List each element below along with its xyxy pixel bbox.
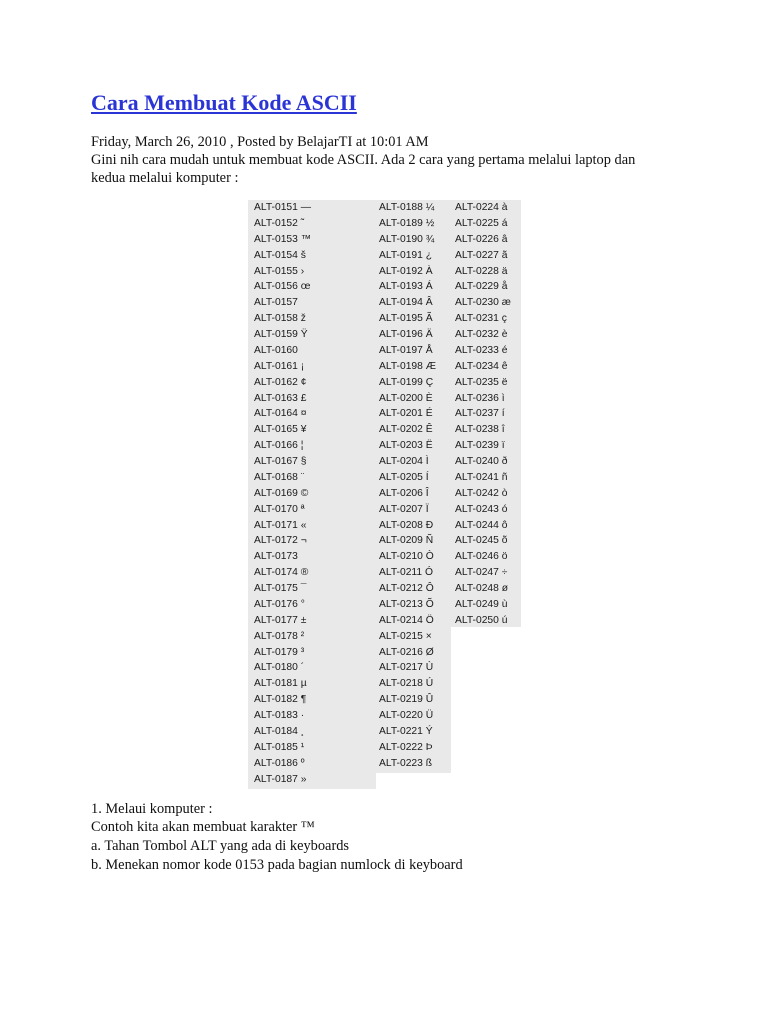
alt-code-entry: ALT-0218 Ú: [379, 678, 434, 690]
alt-code-entry: ALT-0215 ×: [379, 630, 432, 642]
alt-code-entry: ALT-0220 Ü: [379, 710, 434, 721]
alt-code-entry: ALT-0194 Â: [379, 297, 433, 309]
alt-code-entry: ALT-0230 æ: [455, 297, 511, 309]
ascii-table-column-1: [248, 200, 376, 789]
alt-code-entry: ALT-0181 µ: [254, 678, 307, 690]
alt-code-entry: ALT-0202 Ê: [379, 424, 433, 436]
alt-code-entry: ALT-0204 Ì: [379, 456, 429, 467]
alt-code-entry: ALT-0155 ›: [254, 265, 305, 277]
alt-code-entry: ALT-0176 °: [254, 598, 305, 610]
alt-code-entry: ALT-0187 »: [254, 773, 307, 785]
alt-code-entry: ALT-0183 ·: [254, 710, 305, 721]
alt-code-entry: ALT-0239 ï: [455, 440, 505, 452]
alt-code-entry: ALT-0182 ¶: [254, 694, 307, 706]
step-b: b. Menekan nomor kode 0153 pada bagian numlock di keyboard: [91, 857, 463, 873]
alt-code-entry: ALT-0158 ž: [254, 313, 306, 325]
alt-code-entry: ALT-0221 Ý: [379, 725, 433, 737]
alt-code-entry: ALT-0191 ¿: [379, 249, 433, 261]
alt-code-entry: ALT-0219 Û: [379, 694, 434, 706]
alt-code-entry: ALT-0240 ð: [455, 456, 508, 467]
alt-code-entry: ALT-0179 ³: [254, 646, 305, 658]
ascii-table-column-3: [451, 200, 521, 627]
alt-code-entry: ALT-0177 ±: [254, 614, 307, 626]
alt-code-entry: ALT-0224 à: [455, 202, 508, 213]
alt-code-entry: ALT-0165 ¥: [254, 424, 307, 436]
alt-code-entry: ALT-0232 è: [455, 329, 508, 340]
alt-code-entry: ALT-0210 Ò: [379, 551, 434, 563]
alt-code-entry: ALT-0248 ø: [455, 583, 509, 594]
alt-code-entry: ALT-0227 ã: [455, 249, 508, 261]
alt-code-entry: ALT-0167 §: [254, 456, 307, 467]
alt-code-entry: ALT-0198 Æ: [379, 360, 437, 372]
alt-code-entry: ALT-0244 ô: [455, 519, 508, 531]
alt-code-entry: ALT-0156 œ: [254, 281, 311, 293]
step-a: a. Tahan Tombol ALT yang ada di keyboards: [91, 838, 350, 854]
alt-code-entry: ALT-0238 î: [455, 424, 505, 436]
alt-code-entry: ALT-0249 ù: [455, 598, 508, 610]
alt-code-entry: ALT-0154 š: [254, 249, 306, 261]
alt-code-entry: ALT-0193 Á: [379, 281, 433, 293]
alt-code-entry: ALT-0197 Å: [379, 344, 433, 356]
intro-text-line-2: kedua melalui komputer :: [91, 170, 239, 186]
alt-code-entry: ALT-0206 Î: [379, 487, 429, 499]
alt-code-entry: ALT-0188 ¼: [379, 202, 435, 213]
alt-code-entry: ALT-0211 Ó: [379, 567, 433, 579]
alt-code-entry: ALT-0157: [254, 297, 298, 309]
alt-code-entry: ALT-0213 Õ: [379, 598, 434, 610]
alt-code-entry: ALT-0242 ò: [455, 487, 508, 499]
alt-code-entry: ALT-0175 ¯: [254, 583, 307, 594]
alt-code-entry: ALT-0243 ó: [455, 503, 508, 515]
alt-code-entry: ALT-0234 ê: [455, 360, 508, 372]
alt-code-entry: ALT-0178 ²: [254, 630, 305, 642]
alt-code-entry: ALT-0216 Ø: [379, 646, 434, 658]
alt-code-entry: ALT-0236 ì: [455, 392, 505, 404]
alt-code-entry: ALT-0185 ¹: [254, 741, 305, 753]
alt-code-entry: ALT-0237 í: [455, 408, 505, 420]
alt-code-entry: ALT-0151 —: [254, 202, 312, 213]
alt-code-entry: ALT-0229 å: [455, 281, 508, 293]
alt-code-entry: ALT-0223 ß: [379, 757, 433, 769]
alt-code-entry: ALT-0217 Ù: [379, 662, 434, 674]
alt-code-entry: ALT-0189 ½: [379, 217, 435, 229]
post-title-link[interactable]: Cara Membuat Kode ASCII: [91, 90, 357, 115]
alt-code-entry: ALT-0207 Ï: [379, 503, 429, 515]
alt-code-entry: ALT-0171 «: [254, 519, 307, 531]
alt-code-entry: ALT-0153 ™: [254, 233, 312, 245]
steps-heading: 1. Melaui komputer :: [91, 801, 213, 817]
alt-code-entry: ALT-0205 Í: [379, 471, 429, 483]
alt-code-entry: ALT-0164 ¤: [254, 408, 307, 420]
alt-code-entry: ALT-0208 Ð: [379, 519, 434, 531]
alt-code-entry: ALT-0214 Ö: [379, 614, 434, 626]
alt-code-entry: ALT-0184 ¸: [254, 725, 305, 737]
alt-code-entry: ALT-0192 À: [379, 265, 433, 277]
alt-code-entry: ALT-0235 ë: [455, 376, 508, 388]
alt-code-entry: ALT-0173: [254, 551, 298, 563]
intro-text-line-1: Gini nih cara mudah untuk membuat kode ASCII. Ada 2 cara yang pertama melalui laptop dan: [91, 152, 636, 168]
alt-code-entry: ALT-0161 ¡: [254, 360, 305, 372]
alt-code-entry: ALT-0246 ö: [455, 551, 508, 563]
alt-code-entry: ALT-0228 ä: [455, 265, 508, 277]
alt-code-entry: ALT-0203 Ë: [379, 440, 433, 452]
alt-code-entry: ALT-0226 â: [455, 233, 508, 245]
alt-code-entry: ALT-0225 á: [455, 217, 508, 229]
alt-code-entry: ALT-0245 õ: [455, 535, 508, 547]
alt-code-entry: ALT-0170 ª: [254, 503, 305, 515]
alt-code-entry: ALT-0209 Ñ: [379, 535, 434, 547]
alt-code-entry: ALT-0159 Ÿ: [254, 329, 308, 340]
alt-code-entry: ALT-0247 ÷: [455, 567, 508, 579]
alt-code-entry: ALT-0231 ç: [455, 313, 507, 325]
alt-code-entry: ALT-0241 ñ: [455, 471, 508, 483]
alt-code-entry: ALT-0162 ¢: [254, 376, 307, 388]
alt-code-entry: ALT-0152 ˜: [254, 217, 305, 229]
alt-code-entry: ALT-0199 Ç: [379, 376, 434, 388]
alt-code-entry: ALT-0168 ¨: [254, 471, 305, 483]
alt-code-entry: ALT-0195 Ã: [379, 313, 433, 325]
alt-code-entry: ALT-0190 ¾: [379, 233, 435, 245]
post-meta: Friday, March 26, 2010 , Posted by BelajarTI at 10:01 AM: [91, 134, 429, 150]
alt-code-entry: ALT-0222 Þ: [379, 741, 433, 753]
alt-code-entry: ALT-0200 È: [379, 392, 433, 404]
steps-example: Contoh kita akan membuat karakter ™: [91, 819, 315, 835]
alt-code-entry: ALT-0172 ¬: [254, 535, 307, 547]
alt-code-entry: ALT-0174 ®: [254, 567, 309, 579]
alt-code-entry: ALT-0212 Ô: [379, 583, 434, 594]
alt-code-entry: ALT-0169 ©: [254, 487, 309, 499]
alt-code-entry: ALT-0201 É: [379, 408, 433, 420]
alt-code-entry: ALT-0160: [254, 344, 298, 356]
alt-code-entry: ALT-0186 º: [254, 757, 305, 769]
alt-code-entry: ALT-0250 ú: [455, 614, 508, 626]
alt-code-entry: ALT-0163 £: [254, 392, 307, 404]
ascii-table-column-2: [374, 200, 451, 773]
alt-code-entry: ALT-0196 Ä: [379, 329, 433, 340]
alt-code-entry: ALT-0233 é: [455, 344, 508, 356]
alt-code-entry: ALT-0180 ´: [254, 662, 305, 674]
alt-code-entry: ALT-0166 ¦: [254, 440, 304, 452]
